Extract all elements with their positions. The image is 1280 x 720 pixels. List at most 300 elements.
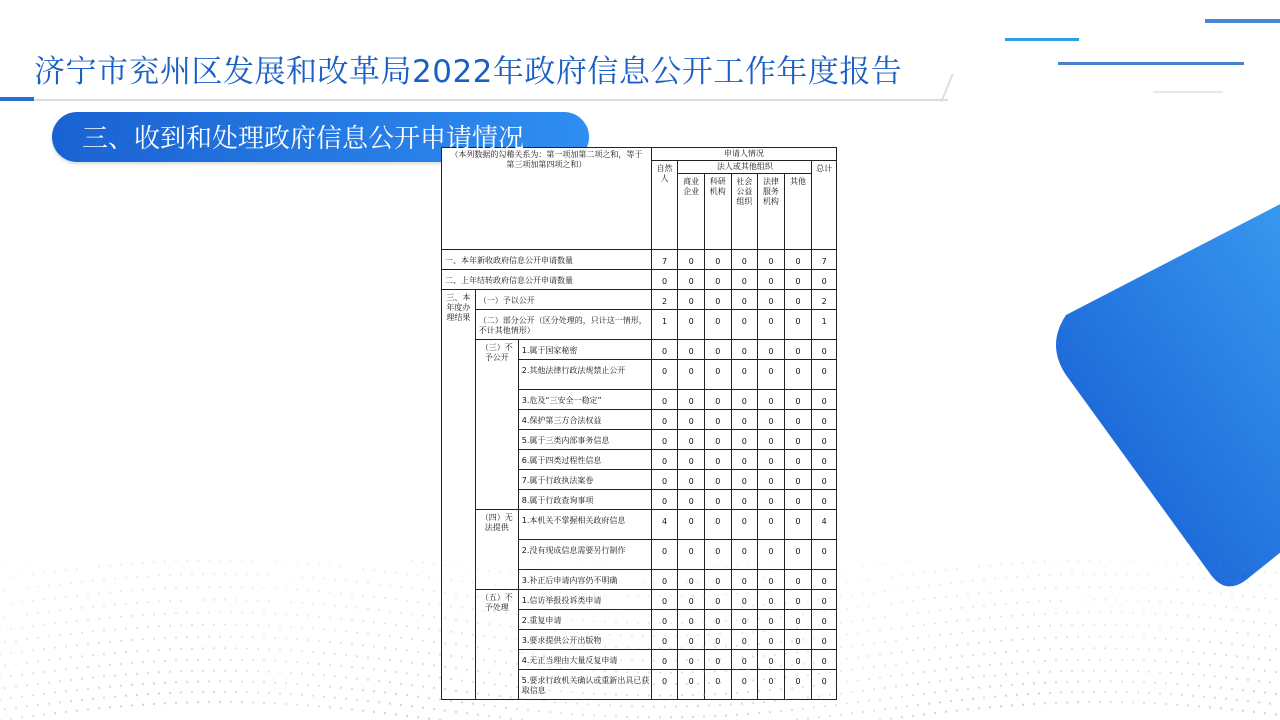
decor-dot [950, 608, 952, 610]
decor-dot [1071, 691, 1073, 693]
decor-dot [851, 712, 853, 714]
decor-dot [191, 691, 193, 693]
decor-dot [978, 707, 980, 709]
row-not-disclosed-8-value-3: 0 [731, 490, 758, 510]
decor-dot [1231, 593, 1233, 595]
decor-dot [1000, 616, 1002, 618]
decor-dot [1258, 680, 1260, 682]
decor-dot [158, 625, 160, 627]
decor-dot [213, 670, 215, 672]
decor-dot [1038, 600, 1040, 602]
decor-dot [345, 676, 347, 678]
decor-dot [334, 653, 336, 655]
decor-dot [1126, 647, 1128, 649]
decor-dot [989, 591, 991, 593]
decor-dot [263, 681, 265, 683]
decor-dot [989, 565, 991, 567]
decor-dot [923, 693, 925, 695]
row-new-requests-value-6: 7 [812, 250, 837, 270]
row-new-requests-value-4: 0 [758, 250, 785, 270]
decor-dot [301, 602, 303, 604]
decor-dot [373, 690, 375, 692]
row-carried-over-label: 二、上年结转政府信息公开申请数量 [442, 270, 652, 290]
decor-dot [15, 685, 17, 687]
decor-dot [912, 672, 914, 674]
row-not-processed-4-value-2: 0 [704, 650, 731, 670]
decor-dot [301, 576, 303, 578]
row-unable-2-value-0: 0 [651, 540, 678, 570]
decor-dot [98, 566, 100, 568]
decor-dot [1148, 648, 1150, 650]
decor-dot [1088, 659, 1090, 661]
decor-dot [840, 568, 842, 570]
decor-dot [1005, 651, 1007, 653]
decor-dot [103, 675, 105, 677]
row-not-processed-4-value-0: 0 [651, 650, 678, 670]
decor-dot [125, 673, 127, 675]
decor-dot [906, 638, 908, 640]
decor-dot [224, 599, 226, 601]
row-not-processed-4-value-5: 0 [784, 650, 812, 670]
decor-dot [26, 613, 28, 615]
decor-dot [224, 647, 226, 649]
decor-dot [389, 610, 391, 612]
decor-dot [224, 624, 226, 626]
decor-dot [158, 574, 160, 576]
decor-dot [1110, 611, 1112, 613]
decor-dot [1132, 681, 1134, 683]
title-divider-accent [0, 97, 34, 101]
decor-dot [318, 640, 320, 642]
decor-dot [934, 570, 936, 572]
decor-dot [1258, 701, 1260, 703]
decor-dot [384, 691, 386, 693]
row-not-disclosed-6-value-0: 0 [651, 450, 678, 470]
decor-dot [384, 570, 386, 572]
decor-dot [356, 632, 358, 634]
decor-dot [131, 615, 133, 617]
decor-dot [1088, 611, 1090, 613]
decor-dot [1115, 691, 1117, 693]
decor-dot [1016, 602, 1018, 604]
decor-dot [87, 666, 89, 668]
row-not-processed-5-value-4: 0 [758, 670, 785, 700]
decor-dot [230, 680, 232, 682]
decor-dot [10, 652, 12, 654]
decor-dot [1181, 673, 1183, 675]
decor-dot [10, 602, 12, 604]
decor-dot [939, 609, 941, 611]
decor-dot [1242, 710, 1244, 712]
row-unable-1-label: 1.本机关不掌握相关政府信息 [518, 510, 651, 540]
decor-dot [994, 696, 996, 698]
decor-dot [15, 663, 17, 665]
decor-dot [345, 580, 347, 582]
decor-dot [142, 683, 144, 685]
decor-dot [406, 600, 408, 602]
decor-dot [263, 612, 265, 614]
row-partially-disclosed-value-2: 0 [704, 310, 731, 340]
row-not-disclosed-6-value-1: 0 [678, 450, 705, 470]
decor-dot [868, 678, 870, 680]
decor-dot [1093, 599, 1095, 601]
decor-dot [312, 577, 314, 579]
decor-dot [400, 586, 402, 588]
row-not-disclosed-2-value-4: 0 [758, 360, 785, 390]
decor-dot [1247, 608, 1249, 610]
decor-dot [92, 676, 94, 678]
decor-dot [978, 618, 980, 620]
decor-dot [279, 625, 281, 627]
decor-dot [384, 622, 386, 624]
decor-dot [120, 663, 122, 665]
decor-dot [175, 560, 177, 562]
decor-dot [1192, 695, 1194, 697]
decor-dot [1011, 684, 1013, 686]
decor-dot [1181, 627, 1183, 629]
decor-dot [1115, 670, 1117, 672]
decor-dot [895, 707, 897, 709]
decor-dot [54, 647, 56, 649]
decor-dot [323, 604, 325, 606]
group-not-processed-label: （五）不予处理 [475, 590, 518, 700]
decor-dot [318, 564, 320, 566]
decor-dot [274, 561, 276, 563]
decor-dot [15, 615, 17, 617]
decor-dot [296, 562, 298, 564]
decor-dot [906, 587, 908, 589]
decor-dot [1275, 693, 1277, 695]
decor-dot [1022, 638, 1024, 640]
decor-dot [329, 591, 331, 593]
decor-dot [208, 586, 210, 588]
row-not-disclosed-7-value-0: 0 [651, 470, 678, 490]
decor-dot [186, 659, 188, 661]
decor-dot [334, 604, 336, 606]
decor-dot [868, 579, 870, 581]
decor-dot [114, 696, 116, 698]
row-disclosed-value-1: 0 [678, 290, 705, 310]
decor-dot [1275, 648, 1277, 650]
decor-dot [1038, 574, 1040, 576]
decor-dot [131, 639, 133, 641]
decor-dot [1099, 659, 1101, 661]
decor-dot [1044, 613, 1046, 615]
decor-dot [70, 679, 72, 681]
decor-dot [147, 649, 149, 651]
row-not-disclosed-5-value-0: 0 [651, 430, 678, 450]
decor-dot [1066, 659, 1068, 661]
decor-dot [956, 689, 958, 691]
row-not-disclosed-7-value-3: 0 [731, 470, 758, 490]
decor-dot [1198, 590, 1200, 592]
decor-dot [312, 627, 314, 629]
decor-dot [32, 694, 34, 696]
decor-dot [428, 718, 430, 720]
decor-dot [191, 624, 193, 626]
decor-dot [1099, 701, 1101, 703]
decor-dot [884, 664, 886, 666]
decor-dot [114, 628, 116, 630]
decor-dot [1099, 636, 1101, 638]
group-unable-to-provide-label: （四）无法提供 [475, 510, 518, 590]
decor-dot [950, 700, 952, 702]
decor-dot [862, 566, 864, 568]
decor-dot [378, 658, 380, 660]
decor-dot [1198, 663, 1200, 665]
decor-dot [307, 615, 309, 617]
decor-dot [945, 569, 947, 571]
decor-dot [290, 626, 292, 628]
decor-dot [241, 612, 243, 614]
decor-dot [15, 561, 17, 563]
decor-dot [263, 659, 265, 661]
decor-dot [983, 697, 985, 699]
decor-dot [114, 578, 116, 580]
decor-dot [1011, 639, 1013, 641]
decor-dot [48, 681, 50, 683]
decor-dot [301, 650, 303, 652]
row-not-disclosed-7-value-2: 0 [704, 470, 731, 490]
row-not-disclosed-3-value-1: 0 [678, 390, 705, 410]
decor-dot [26, 662, 28, 664]
decor-dot [186, 586, 188, 588]
decor-dot [961, 678, 963, 680]
decor-dot [1225, 606, 1227, 608]
decor-dot [279, 600, 281, 602]
decor-dot [92, 630, 94, 632]
decor-dot [109, 565, 111, 567]
row-not-disclosed-6-value-2: 0 [704, 450, 731, 470]
decor-dot [340, 566, 342, 568]
decor-dot [983, 653, 985, 655]
row-not-processed-5-value-3: 0 [731, 670, 758, 700]
decor-dot [15, 639, 17, 641]
decor-dot [1033, 637, 1035, 639]
decor-dot [235, 599, 237, 601]
decor-dot [1247, 700, 1249, 702]
decor-dot [961, 655, 963, 657]
row-not-processed-1-value-2: 0 [704, 590, 731, 610]
decor-dot [307, 639, 309, 641]
decor-dot [895, 615, 897, 617]
decor-dot [1236, 655, 1238, 657]
decor-dot [230, 560, 232, 562]
decor-dot [301, 627, 303, 629]
decor-dot [213, 573, 215, 575]
decor-dot [103, 653, 105, 655]
decor-dot [362, 710, 364, 712]
decor-dot [285, 637, 287, 639]
decor-dot [406, 649, 408, 651]
row-partially-disclosed-value-6: 1 [812, 310, 837, 340]
decor-dot [1137, 599, 1139, 601]
decor-dot [895, 663, 897, 665]
decor-dot [351, 619, 353, 621]
decor-dot [1022, 614, 1024, 616]
decor-dot [1220, 707, 1222, 709]
decor-dot [384, 670, 386, 672]
row-not-processed-5-value-1: 0 [678, 670, 705, 700]
decor-dot [428, 628, 430, 630]
decor-dot [125, 627, 127, 629]
decor-dot [10, 576, 12, 578]
decor-dot [10, 675, 12, 677]
decor-dot [1033, 703, 1035, 705]
decor-dot [1005, 577, 1007, 579]
decor-dot [345, 698, 347, 700]
decor-dot [340, 707, 342, 709]
decor-dot [928, 681, 930, 683]
row-carried-over-value-1: 0 [678, 270, 705, 290]
decor-dot [1049, 600, 1051, 602]
decor-dot [1258, 609, 1260, 611]
decor-dot [87, 593, 89, 595]
decor-dot [972, 654, 974, 656]
decor-dot [274, 613, 276, 615]
decor-dot [972, 698, 974, 700]
decor-dot [285, 561, 287, 563]
decor-dot [851, 620, 853, 622]
decor-dot [362, 667, 364, 669]
decor-dot [356, 678, 358, 680]
decor-dot [59, 634, 61, 636]
row-unable-3-label: 3.补正后申请内容仍不明确 [518, 570, 651, 590]
decor-dot [246, 647, 248, 649]
decor-dot [153, 637, 155, 639]
row-not-disclosed-1-value-1: 0 [678, 340, 705, 360]
decor-dot [59, 701, 61, 703]
row-not-disclosed-6-value-4: 0 [758, 450, 785, 470]
decor-dot [378, 680, 380, 682]
decor-dot [329, 706, 331, 708]
decor-dot [252, 560, 254, 562]
decor-dot [1121, 612, 1123, 614]
decor-dot [1225, 654, 1227, 656]
row-not-disclosed-4-value-0: 0 [651, 410, 678, 430]
decor-dot [235, 647, 237, 649]
row-not-disclosed-8-value-2: 0 [704, 490, 731, 510]
sub-header-other: 其他 [784, 174, 812, 250]
decor-dot [961, 581, 963, 583]
decor-dot [994, 578, 996, 580]
decor-dot [1192, 651, 1194, 653]
decor-dot [895, 561, 897, 563]
decor-dot [1049, 625, 1051, 627]
decor-dot [290, 649, 292, 651]
decor-dot [98, 665, 100, 667]
decor-dot [1170, 649, 1172, 651]
decor-dot [1126, 691, 1128, 693]
decor-dot [389, 702, 391, 704]
row-not-processed-5-value-0: 0 [651, 670, 678, 700]
decor-dot [1022, 589, 1024, 591]
decor-dot [70, 656, 72, 658]
row-not-disclosed-5-value-6: 0 [812, 430, 837, 450]
decor-dot [136, 576, 138, 578]
decor-dot [230, 636, 232, 638]
total-header: 总计 [812, 161, 837, 250]
decor-dot [912, 625, 914, 627]
title-divider [0, 99, 948, 101]
row-unable-3-value-4: 0 [758, 570, 785, 590]
decor-dot [1088, 636, 1090, 638]
decor-dot [928, 659, 930, 661]
decor-dot [257, 624, 259, 626]
decor-dot [131, 589, 133, 591]
decor-dot [1049, 648, 1051, 650]
row-not-processed-2-value-6: 0 [812, 610, 837, 630]
decor-dot [1055, 636, 1057, 638]
decor-dot [1071, 599, 1073, 601]
decor-dot [428, 675, 430, 677]
row-not-disclosed-2-label: 2.其他法律行政法规禁止公开 [518, 360, 651, 390]
decor-dot [0, 629, 1, 631]
decor-dot [1066, 636, 1068, 638]
decor-dot [87, 643, 89, 645]
decor-dot [241, 701, 243, 703]
decor-dot [1269, 635, 1271, 637]
decor-dot [417, 601, 419, 603]
decor-dot [367, 679, 369, 681]
decor-dot [164, 682, 166, 684]
decor-dot [120, 564, 122, 566]
decor-dot [890, 628, 892, 630]
decor-dot [367, 633, 369, 635]
decor-dot [81, 581, 83, 583]
decor-dot [268, 574, 270, 576]
decor-dot [1044, 702, 1046, 704]
decor-dot [956, 709, 958, 711]
decor-dot [59, 609, 61, 611]
decor-dot [241, 681, 243, 683]
decor-dot [1192, 627, 1194, 629]
decor-dot [433, 616, 435, 618]
decor-dot [1236, 678, 1238, 680]
decor-dot [1000, 590, 1002, 592]
decor-dot [290, 693, 292, 695]
decor-dot [928, 611, 930, 613]
decor-dot [433, 708, 435, 710]
decor-dot [967, 643, 969, 645]
decor-dot [213, 691, 215, 693]
decor-dot [862, 619, 864, 621]
decor-dot [945, 621, 947, 623]
decor-dot [1022, 562, 1024, 564]
decor-dot [1000, 705, 1002, 707]
decor-dot [1253, 690, 1255, 692]
decor-dot [274, 682, 276, 684]
table-corner-note: （本列数据的勾稽关系为：第一项加第二项之和，等于第三项加第四项之和） [442, 148, 652, 250]
decor-dot [840, 670, 842, 672]
decor-dot [934, 647, 936, 649]
decor-dot [417, 674, 419, 676]
decor-dot [967, 567, 969, 569]
decor-dot [32, 573, 34, 575]
row-unable-1-value-4: 0 [758, 510, 785, 540]
decor-dot [950, 633, 952, 635]
decor-dot [114, 604, 116, 606]
decor-dot [1275, 713, 1277, 715]
legal-group-header: 法人或其他组织 [678, 161, 812, 174]
decor-dot [1104, 624, 1106, 626]
decor-dot [928, 585, 930, 587]
row-partially-disclosed-value-0: 1 [651, 310, 678, 340]
decor-dot [923, 671, 925, 673]
decor-dot [868, 605, 870, 607]
table-row [442, 250, 837, 270]
decor-dot [868, 655, 870, 657]
